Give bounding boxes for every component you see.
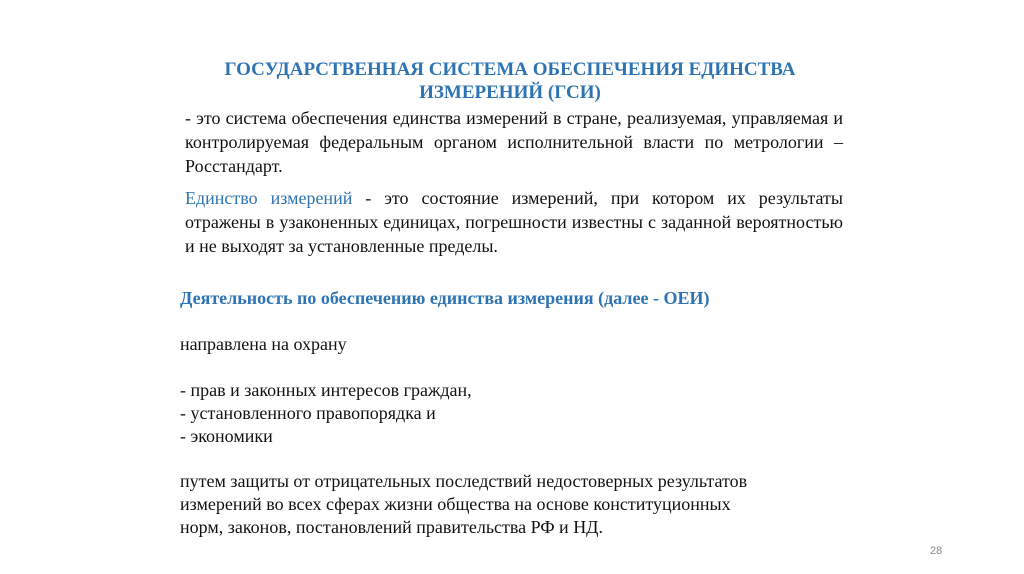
- list-item: - установленного правопорядка и: [180, 403, 436, 423]
- closing-line: измерений во всех сферах жизни общества на основе конституционных: [180, 494, 731, 514]
- list-item: - прав и законных интересов граждан,: [180, 380, 472, 400]
- activity-heading: Деятельность по обеспечению единства измерения (далее - ОЕИ): [180, 288, 710, 308]
- page-number: 28: [930, 545, 943, 557]
- protected-items-list: [180, 379, 472, 448]
- directed-text: направлена на охрану: [180, 334, 347, 354]
- unity-text: - это состояние измерений, при котором их результаты отражены в узаконенных единицах, погрешности известны с заданной вероятностью и не выходят за установленные пределы.: [185, 188, 844, 256]
- closing-line: путем защиты от отрицательных последствий недостоверных результатов: [180, 471, 748, 491]
- unity-term: Единство измерений: [185, 188, 353, 208]
- closing-paragraph: [180, 470, 880, 539]
- slide-title: ГОСУДАРСТВЕННАЯ СИСТЕМА ОБЕСПЕЧЕНИЯ ЕДИНСТВА ИЗМЕРЕНИЙ (ГСИ): [224, 59, 796, 103]
- gsi-definition: - это система обеспечения единства измерений в стране, реализуемая, управляемая и контролируемая федеральным органом исполнительной власти по метрологии – Росстандарт.: [185, 108, 843, 176]
- unity-definition: [185, 186, 843, 258]
- closing-line: норм, законов, постановлений правительства РФ и НД.: [180, 517, 603, 537]
- list-item: - экономики: [180, 426, 273, 446]
